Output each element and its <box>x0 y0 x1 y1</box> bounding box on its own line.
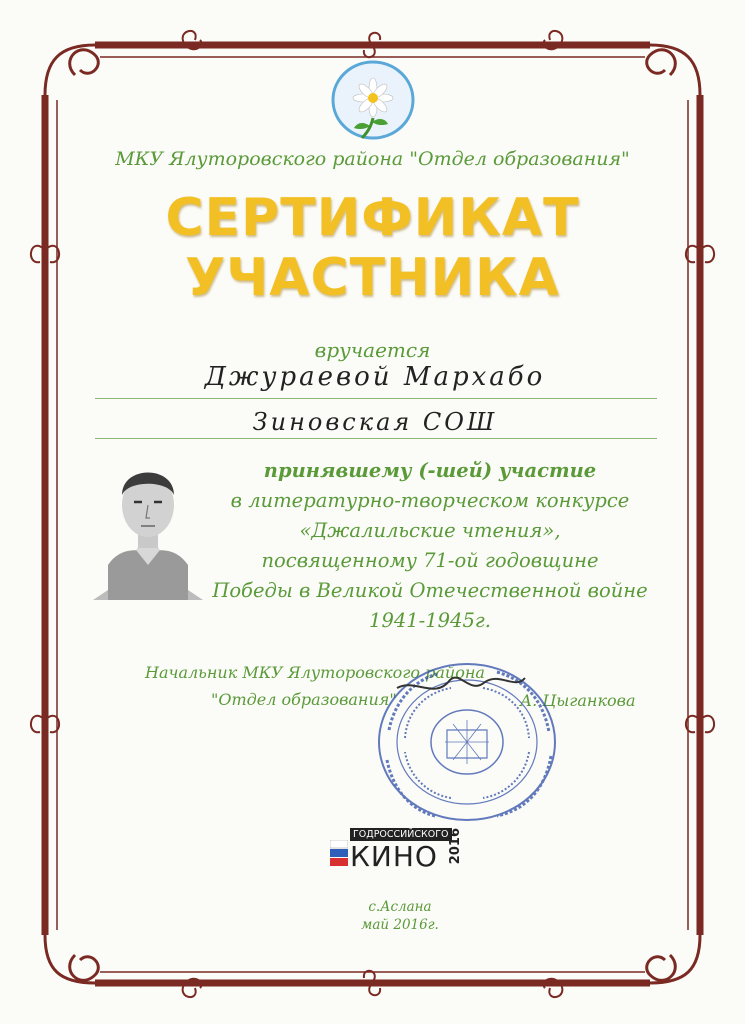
years-line: 1941-1945г. <box>369 609 491 632</box>
contest-line: в литературно-творческом конкурсе <box>230 489 630 512</box>
logo-year: 2016 <box>448 828 463 865</box>
certificate-body <box>185 456 675 636</box>
certificate-title: СЕРТИФИКАТ <box>165 188 580 248</box>
daisy-emblem-icon <box>326 58 421 143</box>
dedication-line: посвященному 71-ой годовщине <box>261 549 599 572</box>
official-stamp-icon <box>375 660 560 825</box>
signer-position-line1: Начальник МКУ Ялуторовского района <box>145 663 485 682</box>
cinema-year-logo <box>330 828 470 873</box>
logo-main-text: КИНО <box>350 840 438 873</box>
certificate-subtitle: УЧАСТНИКА <box>185 248 560 308</box>
date-text: май 2016г. <box>361 917 439 933</box>
logo-top-text: ГОДРОССИЙСКОГО <box>350 828 452 841</box>
signer-name: А. Цыганкова <box>520 691 636 710</box>
signer-position-line2: "Отдел образования" <box>211 690 397 709</box>
organization-name: МКУ Ялуторовского района "Отдел образования" <box>115 148 630 170</box>
victory-line: Победы в Великой Отечественной войне <box>212 579 648 602</box>
recipient-school: Зиновская СОШ <box>252 408 498 436</box>
place-text: с.Аслана <box>368 899 432 915</box>
participation-line: принявшему (-шей) участие <box>263 459 597 482</box>
awarded-label: вручается <box>314 338 431 362</box>
place-date <box>340 898 460 934</box>
contest-name: «Джалильские чтения», <box>299 519 561 542</box>
name-underline <box>95 398 657 399</box>
flag-icon <box>330 840 348 866</box>
school-underline <box>95 438 657 439</box>
recipient-name: Джураевой Мархабо <box>204 362 546 392</box>
